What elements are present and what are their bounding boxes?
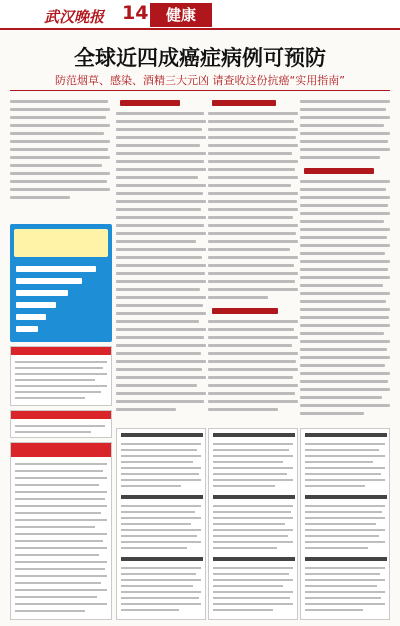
text-line <box>300 308 390 311</box>
text-line <box>10 172 110 175</box>
text-line <box>208 200 297 203</box>
ad-text-line <box>121 579 201 581</box>
ad-text-line <box>213 473 287 475</box>
ad-text-line <box>15 533 107 535</box>
text-line <box>116 248 206 251</box>
text-line <box>208 112 298 115</box>
text-line <box>208 152 292 155</box>
text-line <box>300 396 382 399</box>
ad-title-line <box>121 433 203 437</box>
ad-text-line <box>213 455 293 457</box>
text-line <box>208 256 298 259</box>
ad-text-line <box>213 443 293 445</box>
text-line <box>208 192 298 195</box>
ad-text-line <box>15 568 105 570</box>
text-line <box>208 344 292 347</box>
text-line <box>208 160 298 163</box>
text-line <box>208 280 295 283</box>
ad-text-line <box>213 585 283 587</box>
text-line <box>208 264 294 267</box>
text-line <box>116 240 196 243</box>
classified-ad <box>10 442 112 620</box>
text-line <box>10 164 102 167</box>
ad-text-line <box>305 585 377 587</box>
text-line <box>10 140 110 143</box>
text-line <box>300 132 390 135</box>
text-line <box>300 380 388 383</box>
text-line <box>208 376 293 379</box>
text-line <box>116 312 206 315</box>
ad-text-line <box>213 535 288 537</box>
ad-text-line <box>15 596 97 598</box>
ad-text-line <box>15 391 101 393</box>
ad-text-line <box>305 511 382 513</box>
ad-text-line <box>305 467 385 469</box>
text-line <box>116 384 197 387</box>
text-line <box>208 360 296 363</box>
text-line <box>116 304 203 307</box>
infographic-bar <box>16 290 68 296</box>
text-line <box>116 264 206 267</box>
text-line <box>300 300 386 303</box>
text-line <box>116 320 199 323</box>
ad-text-line <box>213 541 293 543</box>
text-line <box>10 180 107 183</box>
text-line <box>116 376 206 379</box>
text-line <box>116 200 206 203</box>
text-line <box>300 388 390 391</box>
text-line <box>208 320 298 323</box>
text-line <box>10 132 104 135</box>
article-headline: 全球近四成癌症病例可预防 <box>74 46 326 70</box>
ad-text-line <box>121 473 199 475</box>
infographic-highlight <box>14 229 108 257</box>
text-line <box>116 232 206 235</box>
ad-text-line <box>15 470 103 472</box>
ad-text-line <box>213 523 285 525</box>
ad-text-line <box>15 526 95 528</box>
ad-text-line <box>305 573 380 575</box>
ad-text-line <box>121 529 201 531</box>
ad-text-line <box>305 579 385 581</box>
ad-text-line <box>15 540 103 542</box>
text-line <box>300 116 390 119</box>
ad-header-band <box>11 443 111 457</box>
text-line <box>300 412 364 415</box>
infographic-bar <box>16 302 56 308</box>
text-line <box>116 208 201 211</box>
text-line <box>10 124 110 127</box>
text-line <box>208 128 298 131</box>
text-line <box>300 332 384 335</box>
ad-text-line <box>305 517 385 519</box>
ad-text-line <box>305 591 385 593</box>
text-line <box>116 224 204 227</box>
text-line <box>116 352 201 355</box>
masthead <box>0 0 400 30</box>
ad-text-line <box>121 517 201 519</box>
text-line <box>10 108 110 111</box>
ad-text-line <box>121 455 201 457</box>
text-line <box>208 336 298 339</box>
text-line <box>300 284 383 287</box>
ad-text-line <box>305 597 381 599</box>
ad-text-line <box>213 573 289 575</box>
ad-title-line <box>305 557 387 561</box>
ad-text-line <box>121 541 201 543</box>
ad-text-line <box>15 561 107 563</box>
text-line <box>10 156 110 159</box>
ad-text-line <box>15 477 107 479</box>
ad-text-line <box>213 597 290 599</box>
ad-text-line <box>121 567 201 569</box>
ad-text-line <box>121 505 201 507</box>
page-number: 14 <box>122 2 149 24</box>
column-subhead <box>304 168 374 174</box>
ad-text-line <box>121 603 201 605</box>
text-line <box>116 288 200 291</box>
text-line <box>116 408 176 411</box>
ad-text-line <box>121 547 187 549</box>
ad-text-line <box>121 479 201 481</box>
ad-text-line <box>305 567 385 569</box>
classified-ad <box>208 428 298 620</box>
text-line <box>300 124 384 127</box>
ad-text-line <box>305 535 379 537</box>
ad-title-line <box>213 433 295 437</box>
ad-text-line <box>121 609 179 611</box>
text-line <box>300 372 390 375</box>
ad-text-line <box>121 535 197 537</box>
text-line <box>116 360 206 363</box>
ad-text-line <box>15 463 107 465</box>
text-line <box>10 116 106 119</box>
ad-text-line <box>15 379 95 381</box>
text-line <box>116 256 202 259</box>
text-line <box>208 352 298 355</box>
text-line <box>208 384 298 387</box>
text-line <box>208 288 298 291</box>
text-line <box>300 276 390 279</box>
ad-text-line <box>15 361 107 363</box>
lead-paragraph-area <box>10 98 112 216</box>
ad-text-line <box>15 385 107 387</box>
ad-text-line <box>121 591 201 593</box>
article-column-2 <box>208 98 298 420</box>
infographic-bar <box>16 266 96 272</box>
ad-text-line <box>121 523 191 525</box>
text-line <box>208 224 298 227</box>
ad-text-line <box>121 573 196 575</box>
text-line <box>208 216 293 219</box>
ad-title-line <box>213 557 295 561</box>
section-label: 健康 <box>150 3 212 27</box>
ad-text-line <box>15 431 91 433</box>
ad-text-line <box>121 485 181 487</box>
ad-text-line <box>213 485 275 487</box>
ad-text-line <box>213 479 293 481</box>
text-line <box>116 192 203 195</box>
text-line <box>116 400 204 403</box>
ad-text-line <box>15 519 107 521</box>
text-line <box>208 232 296 235</box>
ad-text-line <box>213 529 293 531</box>
ad-text-line <box>213 579 293 581</box>
article-column-1 <box>116 98 206 420</box>
text-line <box>300 340 390 343</box>
text-line <box>208 144 298 147</box>
ad-text-line <box>305 541 385 543</box>
text-line <box>300 148 390 151</box>
text-line <box>208 184 291 187</box>
ad-text-line <box>305 479 385 481</box>
text-line <box>116 112 204 115</box>
text-line <box>300 364 385 367</box>
ad-text-line <box>305 485 365 487</box>
text-line <box>208 296 268 299</box>
infographic-bar <box>16 314 46 320</box>
ad-text-line <box>213 547 277 549</box>
text-line <box>116 216 206 219</box>
text-line <box>208 248 290 251</box>
text-line <box>116 128 202 131</box>
text-line <box>300 260 390 263</box>
ad-text-line <box>305 443 385 445</box>
ad-text-line <box>15 491 107 493</box>
ad-text-line <box>15 603 107 605</box>
text-line <box>300 212 390 215</box>
ad-text-line <box>15 547 107 549</box>
text-line <box>116 344 206 347</box>
ad-text-line <box>15 484 99 486</box>
ad-title-line <box>121 495 203 499</box>
ad-text-line <box>15 575 107 577</box>
ad-text-line <box>305 455 385 457</box>
text-line <box>208 272 298 275</box>
article-subheadline: 防范烟草、感染、酒精三大元凶 请查收这份抗癌“实用指南” <box>55 74 345 87</box>
ad-text-line <box>305 473 381 475</box>
text-line <box>116 392 206 395</box>
ad-text-line <box>213 461 283 463</box>
ad-text-line <box>15 505 107 507</box>
ad-header-band <box>11 347 111 355</box>
infographic-bar <box>16 326 38 332</box>
headline-divider <box>10 90 390 91</box>
text-line <box>116 136 206 139</box>
ad-text-line <box>15 582 101 584</box>
text-line <box>208 136 296 139</box>
ad-text-line <box>15 589 107 591</box>
text-line <box>116 336 204 339</box>
text-line <box>116 120 206 123</box>
ad-text-line <box>213 505 293 507</box>
ad-text-line <box>15 512 101 514</box>
ad-text-line <box>213 603 293 605</box>
text-line <box>300 244 390 247</box>
text-line <box>116 144 200 147</box>
text-line <box>300 268 388 271</box>
text-line <box>116 160 204 163</box>
text-line <box>300 180 390 183</box>
text-line <box>116 152 206 155</box>
ad-text-line <box>121 511 195 513</box>
text-line <box>10 188 110 191</box>
ad-text-line <box>305 461 373 463</box>
text-line <box>208 400 298 403</box>
column-subhead <box>212 100 276 106</box>
text-line <box>208 120 294 123</box>
ad-title-line <box>121 557 203 561</box>
ad-text-line <box>213 467 293 469</box>
text-line <box>300 292 390 295</box>
text-line <box>300 140 388 143</box>
infographic-bar <box>16 278 82 284</box>
text-line <box>300 204 388 207</box>
text-line <box>116 296 206 299</box>
text-line <box>300 324 390 327</box>
text-line <box>208 408 278 411</box>
ad-text-line <box>15 498 105 500</box>
text-line <box>300 252 385 255</box>
text-line <box>208 208 298 211</box>
text-line <box>10 100 108 103</box>
column-subhead <box>212 308 278 314</box>
ad-text-line <box>15 367 103 369</box>
ad-header-band <box>11 411 111 419</box>
ad-text-line <box>305 449 379 451</box>
text-line <box>116 368 202 371</box>
classified-ad <box>116 428 206 620</box>
text-line <box>116 328 206 331</box>
text-line <box>208 168 295 171</box>
text-line <box>208 176 298 179</box>
ad-text-line <box>15 610 85 612</box>
column-subhead <box>120 100 180 106</box>
ad-title-line <box>305 433 387 437</box>
ad-text-line <box>213 511 291 513</box>
text-line <box>116 176 198 179</box>
paper-name: 武汉晚报 <box>44 8 105 26</box>
text-line <box>300 356 390 359</box>
ad-text-line <box>213 609 273 611</box>
ad-text-line <box>305 505 385 507</box>
ad-text-line <box>213 517 293 519</box>
ad-text-line <box>15 554 99 556</box>
text-line <box>10 196 70 199</box>
ad-text-line <box>121 443 201 445</box>
ad-text-line <box>121 597 199 599</box>
article-column-3 <box>300 98 390 420</box>
infographic-panel <box>10 224 112 342</box>
ad-text-line <box>213 449 289 451</box>
ad-text-line <box>121 585 193 587</box>
text-line <box>208 240 298 243</box>
ad-text-line <box>121 467 201 469</box>
text-line <box>208 392 295 395</box>
text-line <box>300 188 386 191</box>
text-line <box>116 272 205 275</box>
text-line <box>300 348 387 351</box>
ad-text-line <box>305 609 363 611</box>
ad-text-line <box>305 529 385 531</box>
text-line <box>208 368 298 371</box>
classified-ad <box>300 428 390 620</box>
text-line <box>300 404 390 407</box>
text-line <box>300 108 386 111</box>
text-line <box>300 100 390 103</box>
text-line <box>300 156 380 159</box>
ad-text-line <box>15 373 107 375</box>
ad-text-line <box>213 567 293 569</box>
classified-ad <box>10 346 112 406</box>
text-line <box>300 220 384 223</box>
ad-text-line <box>15 425 105 427</box>
ad-title-line <box>213 495 295 499</box>
text-line <box>300 196 390 199</box>
ad-title-line <box>305 495 387 499</box>
text-line <box>300 228 390 231</box>
ad-text-line <box>121 461 193 463</box>
classified-ad <box>10 410 112 438</box>
ad-text-line <box>15 397 85 399</box>
ad-text-line <box>305 603 385 605</box>
text-line <box>208 328 294 331</box>
text-line <box>116 184 206 187</box>
text-line <box>116 168 206 171</box>
text-line <box>300 316 389 319</box>
text-line <box>116 280 206 283</box>
text-line <box>10 148 108 151</box>
ad-text-line <box>305 523 376 525</box>
ad-text-line <box>305 547 368 549</box>
text-line <box>300 236 387 239</box>
ad-text-line <box>121 449 197 451</box>
ad-text-line <box>213 591 293 593</box>
